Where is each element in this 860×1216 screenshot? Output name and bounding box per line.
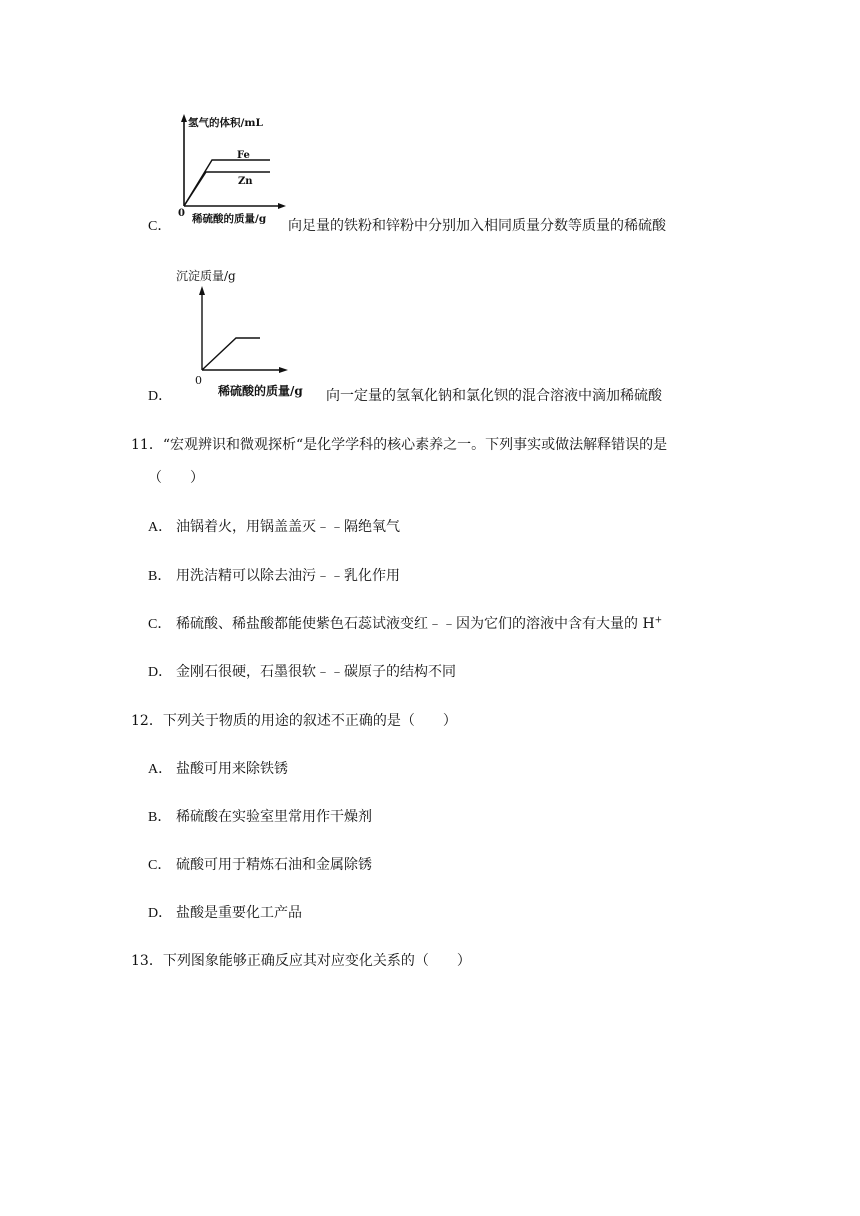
- q13-stem: 13．下列图象能够正确反应其对应变化关系的（ ）: [131, 953, 471, 969]
- q12-option-b-text: 稀硫酸在实验室里常用作干燥剂: [176, 809, 372, 825]
- q10-d-label: D．: [148, 389, 173, 404]
- q11-option-d-label: D．: [148, 665, 173, 680]
- q10-c-series-zn-label: Zn: [238, 176, 253, 187]
- q10-d-origin: 0: [195, 374, 202, 387]
- q12-option-b-label: B．: [148, 810, 172, 825]
- q12-option-d-text: 盐酸是重要化工产品: [176, 905, 302, 921]
- q11-option-a-label: A．: [148, 520, 173, 535]
- q10-d-y-axis-label: 沉淀质量/g: [176, 269, 236, 283]
- q10-c-origin: 0: [178, 208, 185, 219]
- q11-option-c-superscript: +: [654, 615, 663, 626]
- q11-option-a-text: 油锅着火，用锅盖盖灭﹣﹣隔绝氧气: [176, 519, 400, 535]
- q11-option-c-text-wrap: [176, 613, 662, 633]
- q10-d-graph: [170, 264, 330, 404]
- q11-option-b-label: B．: [148, 569, 172, 584]
- q10-c-graph: [170, 108, 290, 228]
- q11-option-c-label: C．: [148, 617, 172, 632]
- q11-option-c-text: 稀硫酸、稀盐酸都能使紫色石蕊试液变红﹣﹣因为它们的溶液中含有大量的 H: [176, 616, 655, 632]
- q11-stem: 11．“宏观辨识和微观探析“是化学学科的核心素养之一。下列事实或做法解释错误的是: [131, 437, 668, 453]
- q12-option-c-text: 硫酸可用于精炼石油和金属除锈: [176, 857, 372, 873]
- q12-option-a-label: A．: [148, 762, 173, 777]
- q12-option-d-label: D．: [148, 906, 173, 921]
- q10-d-precipitate-line: [202, 338, 260, 370]
- q12-option-a-text: 盐酸可用来除铁锈: [176, 761, 288, 777]
- q10-c-series-fe-line: [184, 160, 270, 206]
- q11-option-b-text: 用洗洁精可以除去油污﹣﹣乳化作用: [176, 568, 400, 584]
- q10-d-x-axis-label: 稀硫酸的质量/g: [218, 384, 303, 398]
- q10-c-series-zn-line: [184, 172, 270, 206]
- q12-stem: 12．下列关于物质的用途的叙述不正确的是（ ）: [131, 713, 457, 729]
- q10-c-label: C．: [148, 219, 172, 234]
- q11-blank: （ ）: [148, 470, 204, 486]
- q11-option-d-text: 金刚石很硬，石墨很软﹣﹣碳原子的结构不同: [176, 664, 456, 680]
- q10-c-series-fe-label: Fe: [237, 150, 250, 161]
- q10-c-text: 向足量的铁粉和锌粉中分别加入相同质量分数等质量的稀硫酸: [288, 218, 666, 234]
- q10-c-x-axis-label: 稀硫酸的质量/g: [192, 213, 267, 225]
- q12-option-c-label: C．: [148, 858, 172, 873]
- q10-d-text: 向一定量的氢氧化钠和氯化钡的混合溶液中滴加稀硫酸: [326, 388, 662, 404]
- q10-c-y-axis-label: 氢气的体积/mL: [188, 117, 263, 129]
